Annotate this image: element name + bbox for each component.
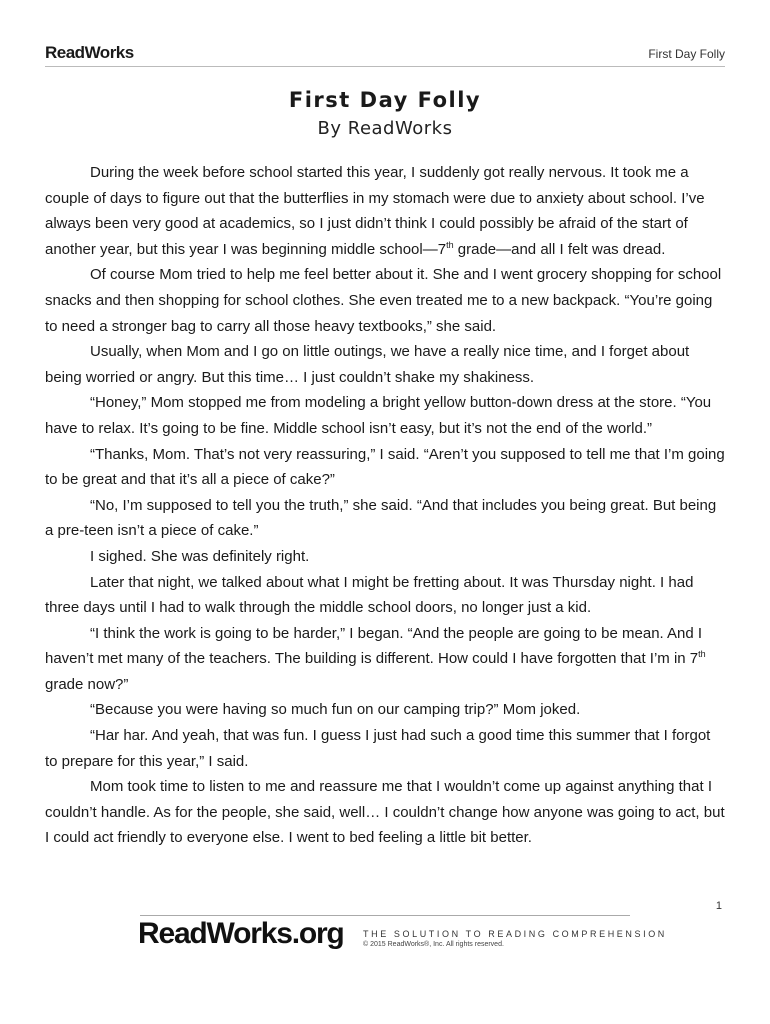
paragraph: “Honey,” Mom stopped me from modeling a bright yellow button-down dress at the store. “You have to relax. It’s going to be fine. Middle school isn’t easy, but it’s not the end of the world.” [45,394,712,437]
story-body [45,160,725,851]
paragraph: Mom took time to listen to me and reassure me that I wouldn’t come up against anything that I couldn’t handle. As for the people, she said, well… I couldn’t change how anyone was going to act, but I could act friendly to everyone else. I went to bed feeling a little bit better. [45,778,725,847]
paragraph: “Har har. And yeah, that was fun. I guess I just had such a good time this summer that I forgot to prepare for this year,” I said. [45,727,711,770]
paragraph: “Thanks, Mom. That’s not very reassuring,” I said. “Aren’t you supposed to tell me that I’m going to be great and that it’s all a piece of cake?” [45,445,725,489]
paragraph [45,621,725,698]
paragraph: Later that night, we talked about what I might be fretting about. It was Thursday night. I had three days until I had to walk through the middle school doors, no longer just a kid. [45,573,694,617]
paragraph: “Because you were having so much fun on our camping trip?” Mom joked. [90,701,581,719]
byline: By ReadWorks [317,118,453,139]
superscript: th [446,239,454,250]
paragraph-text: grade now?” [45,675,129,693]
paragraph: Of course Mom tried to help me feel better about it. She and I went grocery shopping for school snacks and then shopping for school clothes. She even treated me to a new backpack. “You’re going to need a stronger bag to carry all those heavy textbooks,” she said. [45,266,722,335]
page-title: First Day Folly [288,88,482,112]
paragraph: I sighed. She was definitely right. [90,547,310,565]
running-title: First Day Folly [648,47,725,61]
paragraph [45,160,725,262]
paragraph-text: “I think the work is going to be harder,” I began. “And the people are going to be mean. And I haven’t met many of the teachers. The building is different. How could I have forgotten that I’m in 7 [45,624,703,668]
paragraph-text: During the week before school started this year, I suddenly got really nervous. It took me a couple of days to figure out that the butterflies in my stomach were due to anxiety about school. I’ve always been very good at academics, so I just didn’t think I could possibly be afraid of the start of another year, but this year I was beginning middle school—7 [45,164,705,258]
paragraph: “No, I’m supposed to tell you the truth,” she said. “And that includes you being great. But being a pre-teen isn’t a piece of cake.” [45,496,717,540]
footer-logo: ReadWorks.org [138,917,344,950]
paragraph-text: grade—and all I felt was dread. [453,240,666,258]
paragraph: Usually, when Mom and I go on little outings, we have a really nice time, and I forget about being worried or angry. But this time… I just couldn’t shake my shakiness. [45,343,690,386]
footer-copyright: © 2015 ReadWorks®, Inc. All rights reserved. [363,941,504,948]
page-number: 1 [715,900,722,912]
readworks-logo: ReadWorks [45,43,134,62]
footer-tagline: THE SOLUTION TO READING COMPREHENSION [363,929,667,939]
footer-divider [140,915,630,916]
superscript: th [698,649,706,660]
header-divider [45,66,725,67]
